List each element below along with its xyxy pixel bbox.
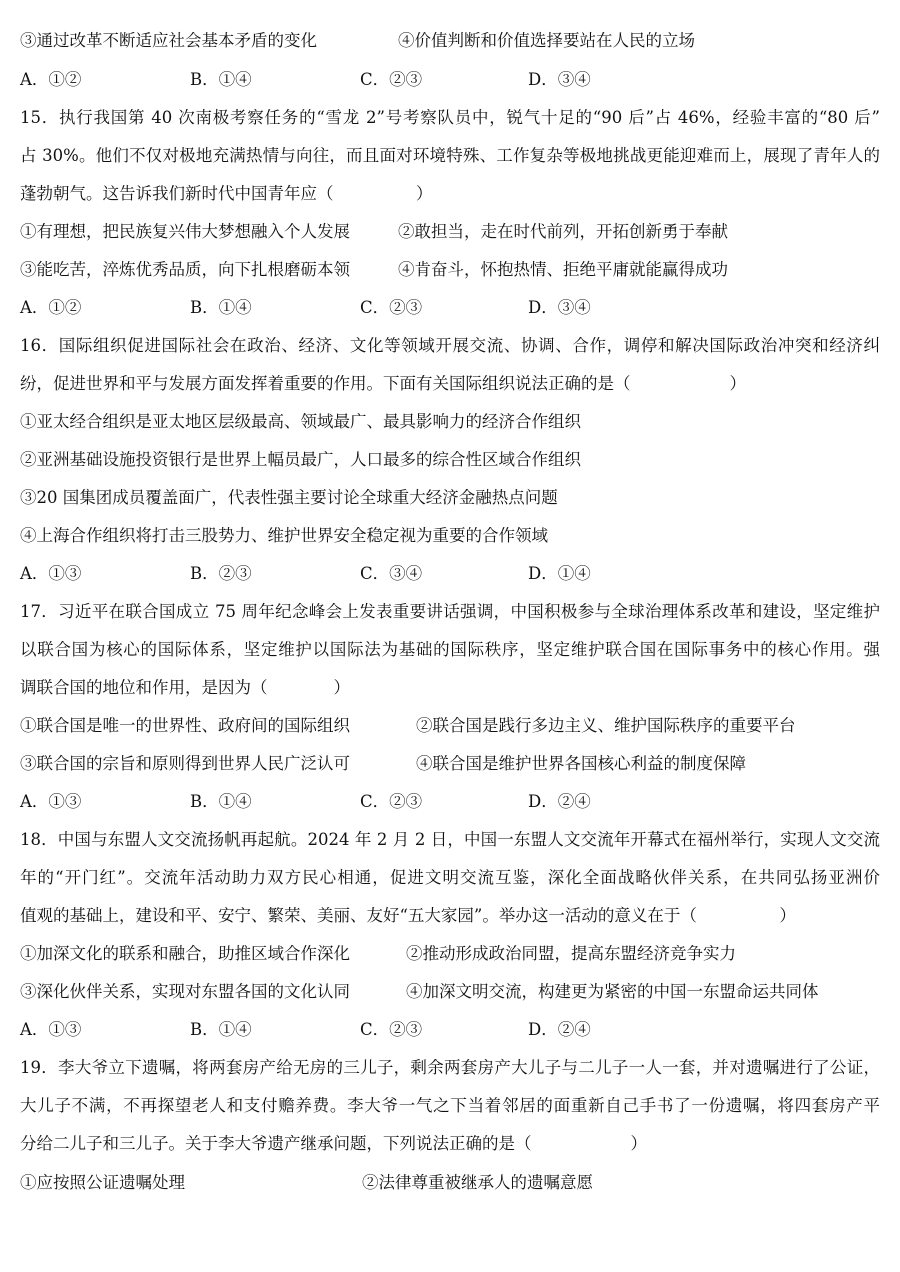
q16-choice-d: D．①④ <box>528 564 591 583</box>
q16-stem-line-2: 纷，促进世界和平与发展方面发挥着重要的作用。下面有关国际组织说法正确的是（ ） <box>20 374 746 393</box>
q15-choice-a: A．①② <box>20 298 82 317</box>
q16-choice-b: B．②③ <box>190 564 252 583</box>
q15-choice-d: D．③④ <box>528 298 591 317</box>
q19-stem-line-3: 分给二儿子和三儿子。关于李大爷遗产继承问题，下列说法正确的是（ ） <box>20 1134 647 1153</box>
q17-choice-b: B．①④ <box>190 792 252 811</box>
q18-stem-line-1: 18．中国与东盟人文交流扬帆再起航。2024 年 2 月 2 日，中国一东盟人文交流年开幕式在福州举行，实现人文交流 <box>20 830 880 849</box>
q18-option-3: ③深化伙伴关系，实现对东盟各国的文化认同 <box>20 982 350 1001</box>
q15-option-4: ④肯奋斗，怀抱热情、拒绝平庸就能赢得成功 <box>398 260 728 279</box>
q16-stem-line-1: 16．国际组织促进国际社会在政治、经济、文化等领域开展交流、协调、合作，调停和解决国际政治冲突和经济纠 <box>20 336 880 355</box>
q19-stem-line-2: 大儿子不满，不再探望老人和支付赡养费。李大爷一气之下当着邻居的面重新自己手书了一份遗嘱，将四套房产平 <box>20 1096 880 1115</box>
q16-option-1: ①亚太经合组织是亚太地区层级最高、领域最广、最具影响力的经济合作组织 <box>20 412 581 431</box>
q18-option-2: ②推动形成政治同盟，提高东盟经济竞争实力 <box>406 944 736 963</box>
q17-stem-line-3: 调联合国的地位和作用，是因为（ ） <box>20 678 350 697</box>
carry-choice-a: A．①② <box>20 70 82 89</box>
q19-option-2: ②法律尊重被继承人的遗嘱意愿 <box>362 1173 593 1192</box>
q15-option-3: ③能吃苦，淬炼优秀品质，向下扎根磨砺本领 <box>20 260 350 279</box>
q18-stem-line-2: 年的“开门红”。交流年活动助力双方民心相通，促进文明交流互鉴，深化全面战略伙伴关系，在共同弘扬亚洲价 <box>20 868 880 887</box>
q17-stem-line-2: 以联合国为核心的国际体系，坚定维护以国际法为基础的国际秩序，坚定维护联合国在国际事务中的核心作用。强 <box>20 640 880 659</box>
carry-choice-b: B．①④ <box>190 70 252 89</box>
q18-choice-a: A．①③ <box>20 1020 82 1039</box>
q15-option-2: ②敢担当，走在时代前列，开拓创新勇于奉献 <box>398 222 728 241</box>
q18-option-1: ①加深文化的联系和融合，助推区域合作深化 <box>20 944 350 963</box>
q16-option-4: ④上海合作组织将打击三股势力、维护世界安全稳定视为重要的合作领域 <box>20 526 548 545</box>
q17-choice-d: D．②④ <box>528 792 591 811</box>
q16-option-2: ②亚洲基础设施投资银行是世界上幅员最广，人口最多的综合性区域合作组织 <box>20 450 581 469</box>
q15-stem-line-3: 蓬勃朝气。这告诉我们新时代中国青年应（ ） <box>20 184 433 203</box>
q18-choice-d: D．②④ <box>528 1020 591 1039</box>
q18-choice-c: C．②③ <box>360 1020 423 1039</box>
q16-choice-a: A．①③ <box>20 564 82 583</box>
carry-option-4: ④价值判断和价值选择要站在人民的立场 <box>398 31 695 50</box>
q17-choice-c: C．②③ <box>360 792 423 811</box>
carry-choice-d: D．③④ <box>528 70 591 89</box>
q18-choice-b: B．①④ <box>190 1020 252 1039</box>
q19-stem-line-1: 19．李大爷立下遗嘱，将两套房产给无房的三儿子，剩余两套房产大儿子与二儿子一人一套，并对遗嘱进行了公证， <box>20 1058 880 1077</box>
q15-choice-b: B．①④ <box>190 298 252 317</box>
q15-stem-line-1: 15．执行我国第 40 次南极考察任务的“雪龙 2”号考察队员中，锐气十足的“90 后”占 46%，经验丰富的“80 后” <box>20 108 880 127</box>
q17-option-3: ③联合国的宗旨和原则得到世界人民广泛认可 <box>20 754 350 773</box>
q16-option-3: ③20 国集团成员覆盖面广，代表性强主要讨论全球重大经济金融热点问题 <box>20 488 558 507</box>
q17-choice-a: A．①③ <box>20 792 82 811</box>
q15-choice-c: C．②③ <box>360 298 423 317</box>
q17-option-1: ①联合国是唯一的世界性、政府间的国际组织 <box>20 716 350 735</box>
q18-stem-line-3: 值观的基础上，建设和平、安宁、繁荣、美丽、友好“五大家园”。举办这一活动的意义在于（ ） <box>20 906 796 925</box>
q15-stem-line-2: 占 30%。他们不仅对极地充满热情与向往，而且面对环境特殊、工作复杂等极地挑战更能迎难而上，展现了青年人的 <box>20 146 880 165</box>
q18-option-4: ④加深文明交流，构建更为紧密的中国一东盟命运共同体 <box>406 982 819 1001</box>
q16-choice-c: C．③④ <box>360 564 423 583</box>
q17-option-4: ④联合国是维护世界各国核心利益的制度保障 <box>416 754 746 773</box>
carry-option-3: ③通过改革不断适应社会基本矛盾的变化 <box>20 31 317 50</box>
carry-choice-c: C．②③ <box>360 70 423 89</box>
q19-option-1: ①应按照公证遗嘱处理 <box>20 1173 185 1192</box>
q17-stem-line-1: 17．习近平在联合国成立 75 周年纪念峰会上发表重要讲话强调，中国积极参与全球治理体系改革和建设，坚定维护 <box>20 602 880 621</box>
q17-option-2: ②联合国是践行多边主义、维护国际秩序的重要平台 <box>416 716 796 735</box>
q15-option-1: ①有理想，把民族复兴伟大梦想融入个人发展 <box>20 222 350 241</box>
